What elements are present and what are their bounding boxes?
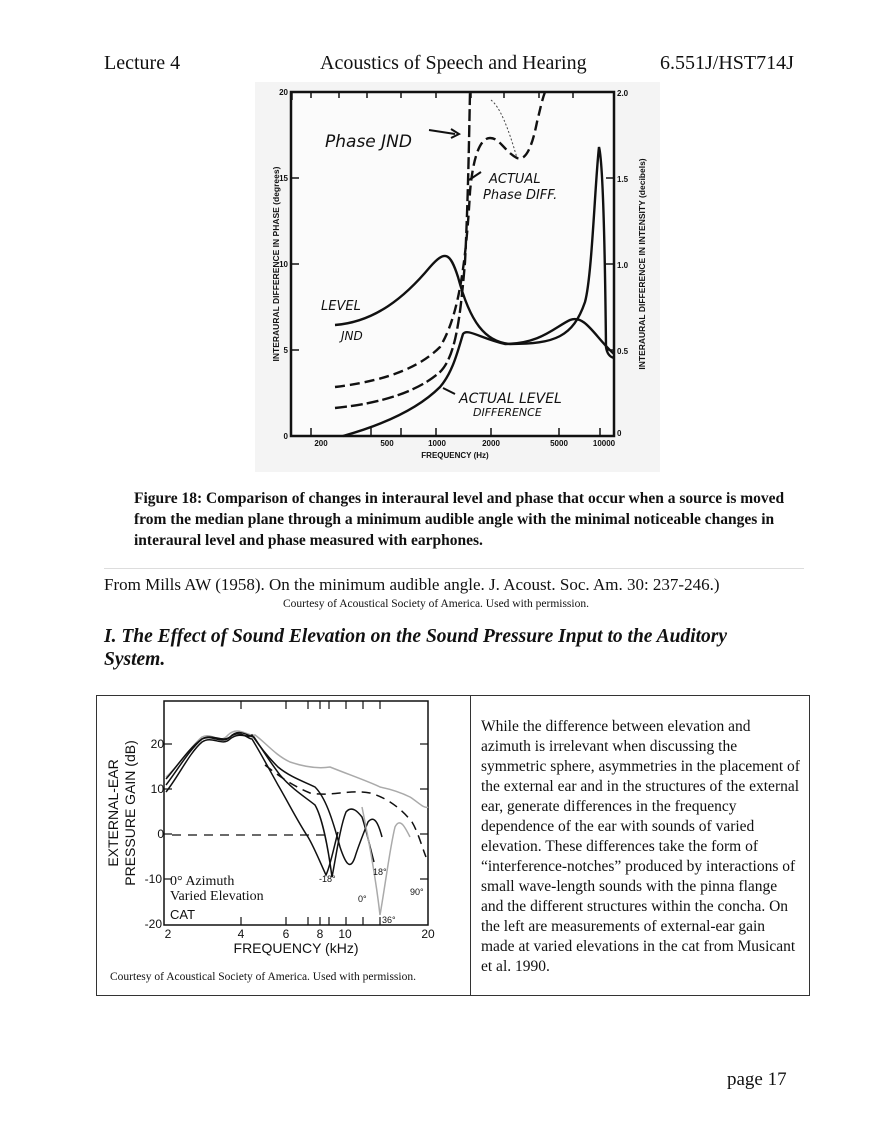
figure-18-caption: Figure 18: Comparison of changes in interaural level and phase that occur when a source is moved from the median plane through a minimum audible angle with the minimal noticeable changes in interaural level and phase measured with earphones. [134, 490, 785, 549]
gain-curve-36deg [362, 807, 410, 915]
gain-curve-90deg [166, 731, 428, 807]
curve-label-36: 36° [382, 915, 396, 925]
fig18-ytick-left: 15 [279, 174, 288, 183]
cat-xtick: 8 [316, 927, 324, 941]
cat-legend-azimuth: 0° Azimuth [170, 874, 235, 889]
fig18-y-left-label: INTERAURAL DIFFERENCE IN PHASE (degrees) [271, 166, 281, 362]
fig18-ytick-left: 5 [283, 346, 288, 355]
citation-source: From Mills AW (1958). On the minimum audible angle. J. Acoust. Soc. Am. 30: 237-246.) [104, 575, 720, 594]
cat-xtick: 4 [237, 927, 245, 941]
header-course-title: Acoustics of Speech and Hearing [320, 52, 587, 74]
cat-y-axis-label-1: EXTERNAL-EAR [105, 759, 121, 867]
actual-phase-annotation-2: Phase DIFF. [483, 188, 558, 203]
cat-xtick: 6 [282, 927, 290, 941]
fig18-xtick: 5000 [550, 439, 568, 448]
level-jnd-annotation-2: JND [341, 329, 363, 343]
fig18-ytick-left: 0 [283, 432, 288, 441]
cat-xtick: 2 [164, 927, 172, 941]
fig18-ytick-right: 1.0 [617, 261, 629, 270]
courtesy-note-bottom: Courtesy of Acoustical Society of America. Used with permission. [110, 971, 416, 983]
fig18-ytick-right: 0.5 [617, 347, 629, 356]
table-column-divider [470, 695, 471, 996]
cat-ytick: 0 [157, 827, 164, 841]
fig18-x-axis-label: FREQUENCY (Hz) [421, 451, 489, 460]
figure-18-plot [255, 82, 660, 472]
cat-xtick: 10 [338, 927, 352, 941]
fig18-xtick: 200 [314, 439, 328, 448]
gain-curve-dashed [265, 765, 426, 857]
curve-label-0: 0° [358, 894, 367, 904]
cat-external-ear-gain-plot [100, 697, 465, 969]
explanatory-paragraph: While the difference between elevation and azimuth is irrelevant when discussing the symmetric sphere, asymmetries in the placement of the external ear and in the structures of the external ear, generate differences in the frequency dependence of the ear with sounds of varied elevation. These differences take the form of “interference-notches” produced by interactions of small wave-length sounds with the pinna flange and the different structures within the concha. On the left are measurements of external-ear gain made at varied elevations in the cat from Musicant et al. 1990. [481, 718, 800, 975]
cat-legend-species: CAT [170, 907, 196, 922]
fig18-ytick-right: 0 [617, 429, 622, 438]
gain-curve-0deg [166, 735, 382, 864]
page-number: page 17 [727, 1069, 787, 1090]
phase-jnd-annotation: Phase JND [325, 132, 412, 152]
fig18-y-right-label: INTERAURAL DIFFERENCE IN INTENSITY (decibels) [637, 158, 647, 370]
cat-ytick: -10 [144, 872, 162, 886]
cat-xtick: 20 [421, 927, 435, 941]
cat-ytick: -20 [144, 917, 162, 931]
actual-level-annotation-2: DIFFERENCE [473, 406, 542, 419]
fig18-ytick-right: 2.0 [617, 89, 629, 98]
curve-label-90: 90° [410, 887, 424, 897]
fig18-xtick: 2000 [482, 439, 500, 448]
curve-label-neg18: -18° [319, 874, 336, 884]
courtesy-note-top: Courtesy of Acoustical Society of America. Used with permission. [283, 598, 589, 610]
cat-ytick: 20 [150, 737, 164, 751]
divider [104, 568, 804, 569]
actual-level-annotation-1: ACTUAL LEVEL [459, 391, 562, 407]
cat-y-axis-label-2: PRESSURE GAIN (dB) [122, 740, 138, 886]
actual-phase-annotation-1: ACTUAL [489, 172, 541, 187]
header-course-number: 6.551J/HST714J [660, 52, 794, 74]
fig18-ytick-left: 10 [279, 260, 288, 269]
cat-ytick: 10 [150, 782, 164, 796]
section-heading: I. The Effect of Sound Elevation on the Sound Pressure Input to the Auditory System. [104, 626, 728, 670]
fig18-ytick-right: 1.5 [617, 175, 629, 184]
fig18-xtick: 1000 [428, 439, 446, 448]
header-lecture: Lecture 4 [104, 52, 181, 74]
fig18-xtick: 500 [380, 439, 394, 448]
fig18-ytick-left: 20 [279, 88, 288, 97]
cat-x-axis-label: FREQUENCY (kHz) [233, 940, 359, 956]
fig18-xtick: 10000 [592, 439, 616, 448]
level-jnd-annotation-1: LEVEL [321, 299, 361, 314]
curve-label-18: 18° [373, 867, 387, 877]
cat-legend-elevation: Varied Elevation [170, 889, 264, 904]
